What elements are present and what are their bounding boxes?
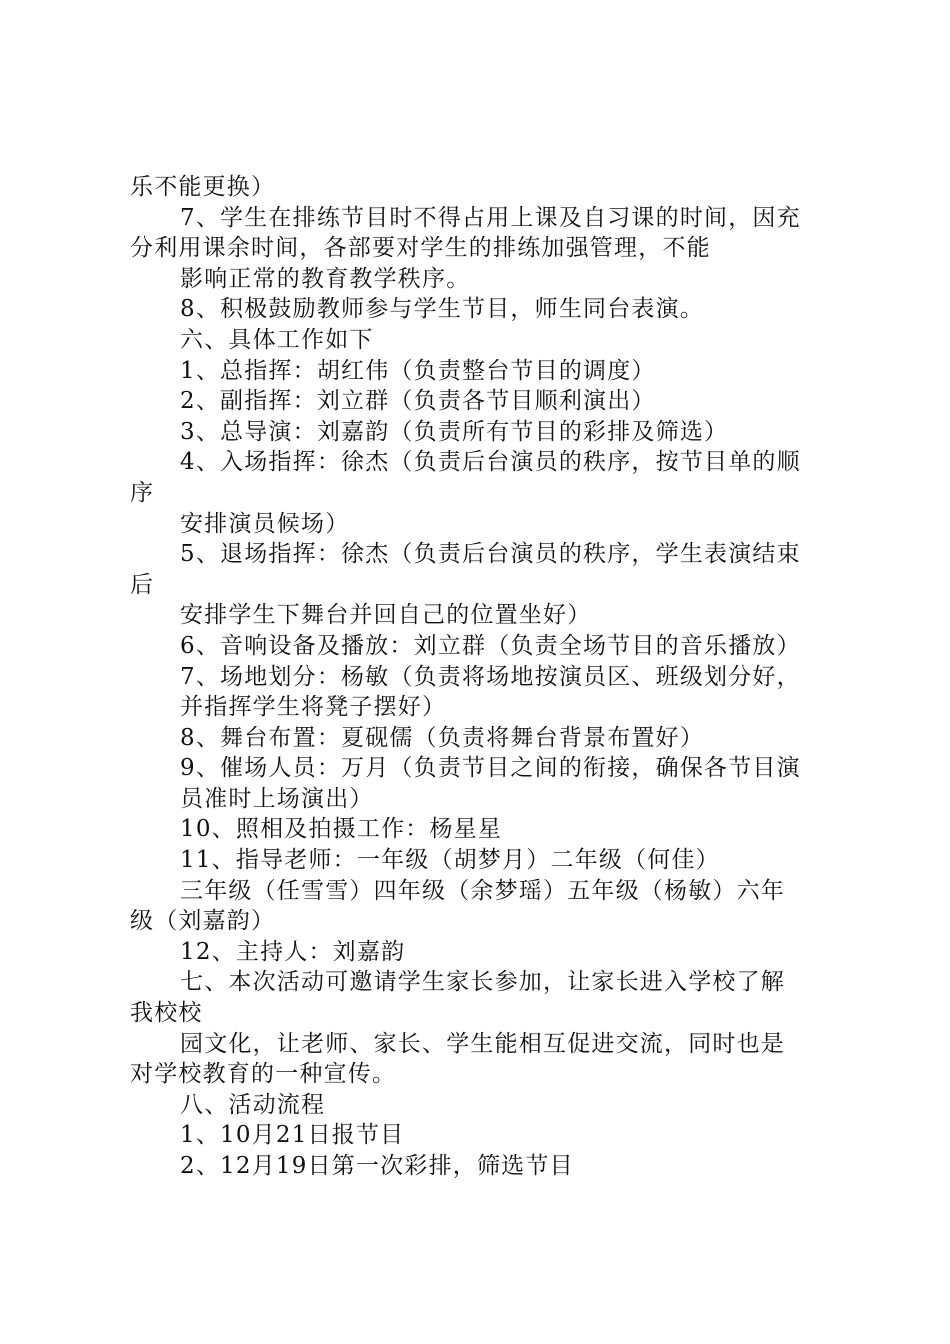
document-line: 2、副指挥：刘立群（负责各节目顺利演出） <box>180 388 656 415</box>
document-line: 级（刘嘉韵） <box>130 908 276 935</box>
document-line: 后 <box>130 571 155 598</box>
document-line: 11、指导老师：一年级（胡梦月）二年级（何佳） <box>180 847 720 874</box>
document-line: 7、场地划分：杨敏（负责将场地按演员区、班级划分好， <box>180 663 801 690</box>
document-line: 八、活动流程 <box>180 1091 326 1118</box>
document-line: 10、照相及拍摄工作：杨星星 <box>180 816 503 843</box>
document-line: 我校校 <box>130 1000 203 1027</box>
document-line: 5、退场指挥：徐杰（负责后台演员的秩序，学生表演结束 <box>180 541 801 568</box>
document-line: 员准时上场演出） <box>180 785 374 812</box>
document-line: 园文化，让老师、家长、学生能相互促进交流，同时也是 <box>180 1030 785 1057</box>
document-line: 4、入场指挥：徐杰（负责后台演员的秩序，按节目单的顺 <box>180 449 801 476</box>
document-line: 六、具体工作如下 <box>180 326 374 353</box>
document-line: 三年级（任雪雪）四年级（余梦瑶）五年级（杨敏）六年 <box>180 877 785 904</box>
document-body <box>130 172 830 1182</box>
document-line: 7、学生在排练节目时不得占用上课及自习课的时间，因充 <box>180 204 801 231</box>
document-line: 1、总指挥：胡红伟（负责整台节目的调度） <box>180 357 656 384</box>
document-line: 安排演员候场） <box>180 510 350 537</box>
document-line: 安排学生下舞台并回自己的位置坐好） <box>180 602 592 629</box>
document-line: 3、总导演：刘嘉韵（负责所有节目的彩排及筛选） <box>180 418 729 445</box>
document-line: 1、10月21日报节目 <box>180 1122 405 1149</box>
document-line: 9、催场人员：万月（负责节目之间的衔接，确保各节目演 <box>180 755 801 782</box>
document-line: 序 <box>130 479 155 506</box>
document-line: 对学校教育的一种宣传。 <box>130 1061 397 1088</box>
document-line: 12、主持人：刘嘉韵 <box>180 938 406 965</box>
document-line: 6、音响设备及播放：刘立群（负责全场节目的音乐播放） <box>180 632 801 659</box>
document-line: 影响正常的教育教学秩序。 <box>180 265 471 292</box>
document-line: 2、12月19日第一次彩排，筛选节目 <box>180 1153 574 1179</box>
document-line: 分利用课余时间，各部要对学生的排练加强管理，不能 <box>130 235 711 262</box>
document-line: 七、本次活动可邀请学生家长参加，让家长进入学校了解 <box>180 969 785 996</box>
document-line: 8、积极鼓励教师参与学生节目，师生同台表演。 <box>180 296 705 323</box>
document-line: 8、舞台布置：夏砚儒（负责将舞台背景布置好） <box>180 724 705 751</box>
document-line: 并指挥学生将凳子摆好） <box>180 694 447 721</box>
document-line: 乐不能更换） <box>130 174 276 200</box>
